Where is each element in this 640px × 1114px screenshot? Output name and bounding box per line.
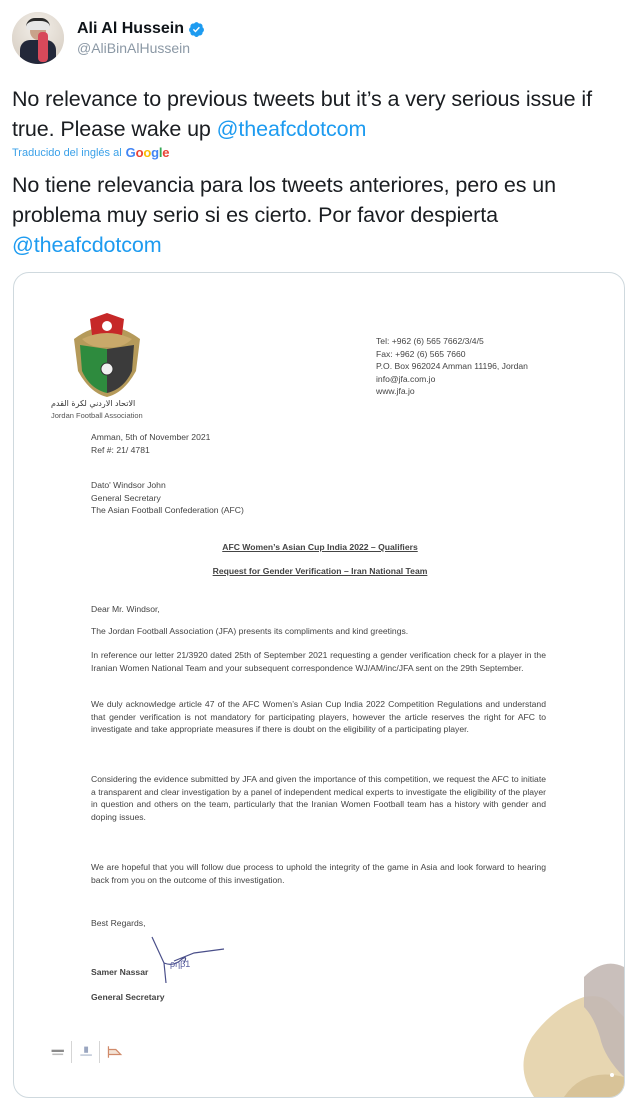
org-name-english: Jordan Football Association <box>51 411 143 420</box>
translation-label: Traducido del inglés al <box>12 146 122 159</box>
mention-link-translated[interactable]: @theafcdotcom <box>12 233 162 257</box>
contact-pobox: P.O. Box 962024 Amman 11196, Jordan <box>376 361 528 371</box>
google-logo-icon: Google <box>125 145 170 160</box>
mention-link[interactable]: @theafcdotcom <box>216 117 367 141</box>
tweet-text <box>12 84 628 144</box>
contact-email: info@jfa.com.jo <box>376 373 436 384</box>
jfa-crest-icon <box>64 309 150 399</box>
letter-date: Amman, 5th of November 2021 <box>91 432 211 442</box>
avatar[interactable] <box>12 12 64 64</box>
author-info <box>77 20 205 56</box>
letter-subject-2: Request for Gender Verification – Iran National Team <box>212 566 428 576</box>
paragraph-4: Considering the evidence submitted by JFA and given the importance of this competition, we request the AFC to initiate a transparent and clear investigation by a panel of independent medical experts to investigate the eligibility of the player in question and others on the team, particularly that the Iranian Women Football team has a history with gender and doping issues. <box>91 774 546 822</box>
contact-block <box>376 335 528 398</box>
author-handle[interactable]: @AliBinAlHussein <box>77 40 191 56</box>
addressee-title: General Secretary <box>91 492 161 503</box>
salutation: Dear Mr. Windsor, <box>91 604 160 614</box>
contact-fax: Fax: +962 (6) 565 7660 <box>376 348 466 359</box>
footer-sponsor-logos <box>50 1041 128 1063</box>
author-name[interactable]: Ali Al Hussein <box>77 20 184 37</box>
tweet-media-image[interactable] <box>13 272 625 1098</box>
signer-name: Samer Nassar <box>91 967 149 977</box>
closing: Best Regards, <box>91 918 146 928</box>
letter-subject-1: AFC Women’s Asian Cup India 2022 – Qualifiers <box>222 542 418 552</box>
paragraph-1: The Jordan Football Association (JFA) presents its compliments and kind greetings. <box>91 626 409 636</box>
contact-tel: Tel: +962 (6) 565 7662/3/4/5 <box>376 336 484 346</box>
signature-icon <box>134 933 234 993</box>
org-name-arabic: الاتحاد الاردني لكرة القدم <box>51 399 136 408</box>
tweet-text-body: No relevance to previous tweets but it’s a very serious issue if true. Please wake up <box>12 87 592 141</box>
sponsor-logo-2-icon <box>78 1041 100 1063</box>
paragraph-5: We are hopeful that you will follow due process to uphold the integrity of the game in Asia and look forward to hearing back from you on the outcome of this investigation. <box>91 862 546 885</box>
tweet-header <box>12 12 205 64</box>
translated-text-body: No tiene relevancia para los tweets anteriores, pero es un problema muy serio si es cierto. Por favor despierta <box>12 173 556 227</box>
sponsor-logo-3-icon <box>106 1041 128 1063</box>
addressee-block <box>91 479 244 517</box>
addressee-org: The Asian Football Confederation (AFC) <box>91 505 244 515</box>
contact-website: www.jfa.jo <box>376 386 415 396</box>
translated-text <box>12 170 628 260</box>
paragraph-3: We duly acknowledge article 47 of the AFC Women’s Asian Cup India 2022 Competition Regulations and understand that gender verification is not mandatory for participating players, however the article reserves the right for AFC to investigate and take appropriate measures if there is doubt on the eligibility of a participating player. <box>91 699 546 734</box>
signer-title: General Secretary <box>91 992 165 1002</box>
addressee-name: Dato' Windsor John <box>91 480 166 490</box>
sponsor-logo-1-icon <box>50 1041 72 1063</box>
svg-text:ρηβ1: ρηβ1 <box>170 959 191 969</box>
verified-badge-icon <box>188 21 205 38</box>
translation-attribution[interactable] <box>12 145 169 160</box>
date-ref-block <box>91 431 210 456</box>
decorative-corner-graphic <box>504 957 624 1097</box>
letter-document <box>14 273 624 1097</box>
paragraph-2: In reference our letter 21/3920 dated 25th of September 2021 requesting a gender verification check for a player in the Iranian Women National Team and your subsequent correspondence WJ/AM/inc/JFA sent on the 29th September. <box>91 650 546 673</box>
letter-ref: Ref #: 21/ 4781 <box>91 444 150 455</box>
